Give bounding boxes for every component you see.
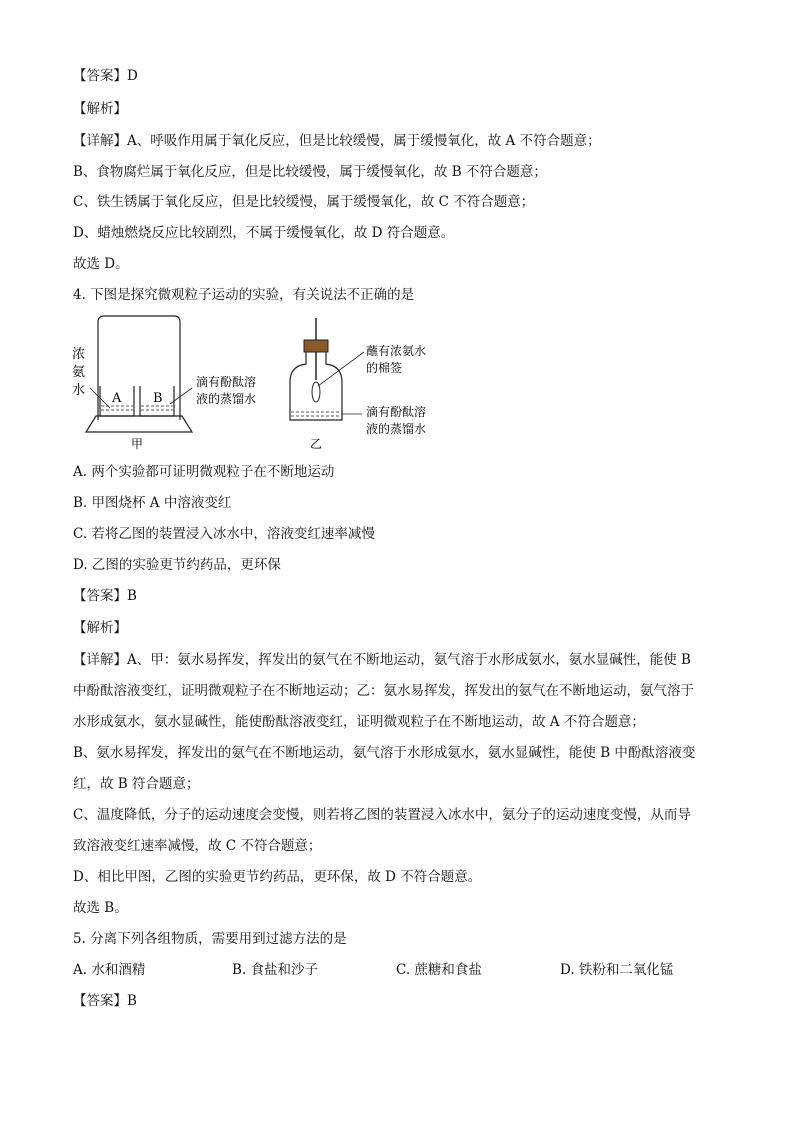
q5-option-a: A. 水和酒精: [73, 962, 146, 978]
left-label-char: 浓: [72, 347, 86, 362]
q4-detail-line-7: 致溶液变红速率减慢，故 C 不符合题意；: [73, 838, 322, 854]
q5-option-d: D. 铁粉和二氧化锰: [560, 962, 674, 978]
swab-label-line-2: 的棉签: [366, 361, 403, 375]
q4-analysis-tag: 【解析】: [73, 620, 127, 636]
detail-tag: 【详解】: [73, 652, 127, 668]
q3-detail-line-1: 【详解】A、呼吸作用属于氧化反应，但是比较缓慢，属于缓慢氧化，故 A 不符合题意；: [73, 133, 601, 149]
left-label-char: 水: [72, 383, 86, 398]
q3-detail-line-4: D、蜡烛燃烧反应比较剧烈，不属于缓慢氧化，故 D 符合题意。: [73, 225, 455, 241]
answer-tag: 【答案】: [73, 588, 127, 604]
q4-option-b: B. 甲图烧杯 A 中溶液变红: [73, 495, 232, 511]
q4-detail-line-5: 红，故 B 符合题意；: [73, 776, 200, 792]
q4-detail-line-8: D、相比甲图，乙图的实验更节约药品，更环保，故 D 不符合题意。: [73, 869, 482, 885]
caption-jia: 甲: [131, 437, 144, 451]
q5-option-c: C. 蔗糖和食盐: [396, 962, 482, 978]
caption-yi: 乙: [310, 437, 323, 451]
left-label-char: 氨: [72, 365, 86, 380]
q5-answer: [73, 991, 137, 1011]
q3-conclusion: 故选 D。: [73, 256, 129, 272]
bottom-label-line-2: 液的蒸馏水: [366, 422, 427, 436]
q4-conclusion: 故选 B。: [73, 900, 128, 916]
q4-option-a: A. 两个实验都可证明微观粒子在不断地运动: [73, 464, 335, 480]
q3-answer: [73, 66, 138, 86]
answer-value: D: [127, 68, 138, 84]
q4-option-d: D. 乙图的实验更节约药品，更环保: [73, 557, 281, 573]
phenol-label-line-2: 液的蒸馏水: [196, 392, 257, 406]
answer-tag: 【答案】: [73, 68, 127, 84]
label-pointer: [170, 388, 192, 404]
answer-value: B: [127, 993, 137, 1009]
bell-jar: [98, 316, 180, 420]
figure-jia: [72, 316, 256, 451]
answer-tag: 【答案】: [73, 993, 127, 1009]
experiment-figure: [70, 312, 440, 452]
q4-detail-line-3: 水形成氨水，氨水显碱性，能使酚酞溶液变红，证明微观粒子在不断地运动，故 A 不符合题意；: [73, 714, 645, 730]
q4-detail-line-6: C、温度降低，分子的运动速度会变慢，则若将乙图的装置浸入冰水中，氨分子的运动速度变慢，从而导: [73, 807, 691, 823]
phenol-label-line-1: 滴有酚酞溶: [196, 375, 257, 389]
label-pointer: [318, 352, 364, 386]
answer-value: B: [127, 588, 137, 604]
q4-detail-line-1: 【详解】A、甲：氨水易挥发，挥发出的氨气在不断地运动，氨气溶于水形成氨水，氨水显碱性，能使 B: [73, 652, 691, 668]
q5-option-b: B. 食盐和沙子: [232, 962, 319, 978]
stopper: [304, 340, 328, 352]
experiment-diagram: [70, 312, 440, 452]
q3-detail-line-2: B、食物腐烂属于氧化反应，但是比较缓慢，属于缓慢氧化，故 B 不符合题意；: [73, 164, 547, 180]
figure-yi: [290, 318, 426, 451]
q4-stem: 4. 下图是探究微观粒子运动的实验，有关说法不正确的是: [73, 287, 415, 303]
swab-label-line-1: 蘸有浓氨水: [366, 344, 427, 358]
q3-detail-line-3: C、铁生锈属于氧化反应，但是比较缓慢，属于缓慢氧化，故 C 不符合题意；: [73, 194, 535, 210]
q4-answer: [73, 586, 137, 606]
bottom-label-line-1: 滴有酚酞溶: [366, 405, 427, 419]
base-plate: [86, 416, 192, 432]
q4-option-c: C. 若将乙图的装置浸入冰水中，溶液变红速率减慢: [73, 526, 375, 542]
beaker-b-label: B: [153, 391, 163, 406]
q4-detail-line-2: 中酚酞溶液变红，证明微观粒子在不断地运动；乙：氨水易挥发，挥发出的氨气在不断地运动，氨气溶于: [73, 683, 694, 699]
q5-stem: 5. 分离下列各组物质，需要用到过滤方法的是: [73, 931, 347, 947]
detail-tag: 【详解】: [73, 133, 127, 149]
q4-detail-line-4: B、氨水易挥发，挥发出的氨气在不断地运动，氨气溶于水形成氨水，氨水显碱性，能使 B 中酚酞溶液变: [73, 745, 696, 761]
q3-analysis-tag: 【解析】: [73, 101, 127, 117]
beaker-a-label: A: [112, 391, 122, 406]
